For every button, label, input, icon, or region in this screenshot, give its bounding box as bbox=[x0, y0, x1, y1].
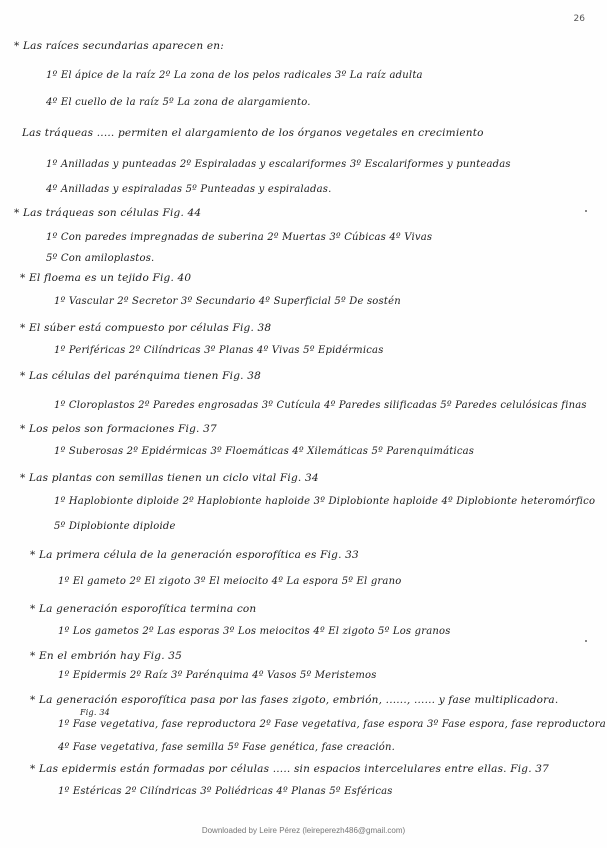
options-line: 4º Fase vegetativa, fase semilla 5º Fase genética, fase creación. bbox=[58, 742, 396, 753]
question-line: * Las plantas con semillas tienen un ciclo vital Fig. 34 bbox=[20, 472, 319, 484]
options-line: 1º Haplobionte diploide 2º Haplobionte haploide 3º Diplobionte haploide 4º Diplobionte heteromórfico bbox=[54, 496, 596, 507]
options-line: 1º El ápice de la raíz 2º La zona de los pelos radicales 3º La raíz adulta bbox=[46, 70, 423, 81]
margin-mark bbox=[585, 210, 587, 212]
options-line: 1º El gameto 2º El zigoto 3º El meiocito 4º La espora 5º El grano bbox=[58, 576, 402, 587]
question-line: * Las raíces secundarias aparecen en: bbox=[14, 40, 224, 52]
margin-mark bbox=[585, 640, 587, 642]
question-line: * Las tráqueas son células Fig. 44 bbox=[14, 207, 202, 219]
options-line: 4º El cuello de la raíz 5º La zona de alargamiento. bbox=[46, 97, 311, 108]
question-line: * En el embrión hay Fig. 35 bbox=[30, 650, 183, 662]
question-line: * El floema es un tejido Fig. 40 bbox=[20, 272, 192, 284]
options-line: 1º Periféricas 2º Cilíndricas 3º Planas 4º Vivas 5º Epidérmicas bbox=[54, 345, 384, 356]
options-line: 1º Epidermis 2º Raíz 3º Parénquima 4º Vasos 5º Meristemos bbox=[58, 670, 377, 681]
page-number: 26 bbox=[573, 14, 585, 24]
question-line: * Los pelos son formaciones Fig. 37 bbox=[20, 423, 217, 435]
question-line: * La generación esporofítica termina con bbox=[30, 603, 257, 615]
question-line: * La primera célula de la generación esporofítica es Fig. 33 bbox=[30, 549, 359, 561]
options-line: 1º Cloroplastos 2º Paredes engrosadas 3º Cutícula 4º Paredes silificadas 5º Paredes celulósicas finas bbox=[54, 400, 587, 411]
options-line: 1º Vascular 2º Secretor 3º Secundario 4º Superficial 5º De sostén bbox=[54, 296, 401, 307]
question-line: * Las epidermis están formadas por células ..... sin espacios intercelulares entre ellas. Fig. 37 bbox=[30, 763, 550, 775]
options-line: 5º Con amiloplastos. bbox=[46, 253, 155, 264]
question-line: Las tráqueas ..... permiten el alargamiento de los órganos vegetales en crecimiento bbox=[22, 127, 484, 139]
options-line: 1º Estéricas 2º Cilíndricas 3º Poliédricas 4º Planas 5º Esféricas bbox=[58, 786, 393, 797]
options-line: 5º Diplobionte diploide bbox=[54, 521, 176, 532]
options-line: 1º Los gametos 2º Las esporas 3º Los meiocitos 4º El zigoto 5º Los granos bbox=[58, 626, 451, 637]
options-line: 4º Anilladas y espiraladas 5º Punteadas y espiraladas. bbox=[46, 184, 332, 195]
figure-ref: Fig. 34 bbox=[80, 708, 110, 717]
options-line: 1º Suberosas 2º Epidérmicas 3º Floemáticas 4º Xilemáticas 5º Parenquimáticas bbox=[54, 446, 475, 457]
download-footer: Downloaded by Leire Pérez (leireperezh486@gmail.com) bbox=[201, 826, 406, 835]
options-line: 1º Fase vegetativa, fase reproductora 2º Fase vegetativa, fase espora 3º Fase espora, fase reproductora bbox=[58, 719, 606, 730]
question-line: * El súber está compuesto por células Fig. 38 bbox=[20, 322, 272, 334]
question-line: * Las células del parénquima tienen Fig. 38 bbox=[20, 370, 261, 382]
question-line: * La generación esporofítica pasa por las fases zigoto, embrión, ......, ...... y fase multiplicadora. bbox=[30, 694, 559, 706]
options-line: 1º Anilladas y punteadas 2º Espiraladas y escalariformes 3º Escalariformes y punteadas bbox=[46, 159, 511, 170]
options-line: 1º Con paredes impregnadas de suberina 2º Muertas 3º Cúbicas 4º Vivas bbox=[46, 232, 433, 243]
